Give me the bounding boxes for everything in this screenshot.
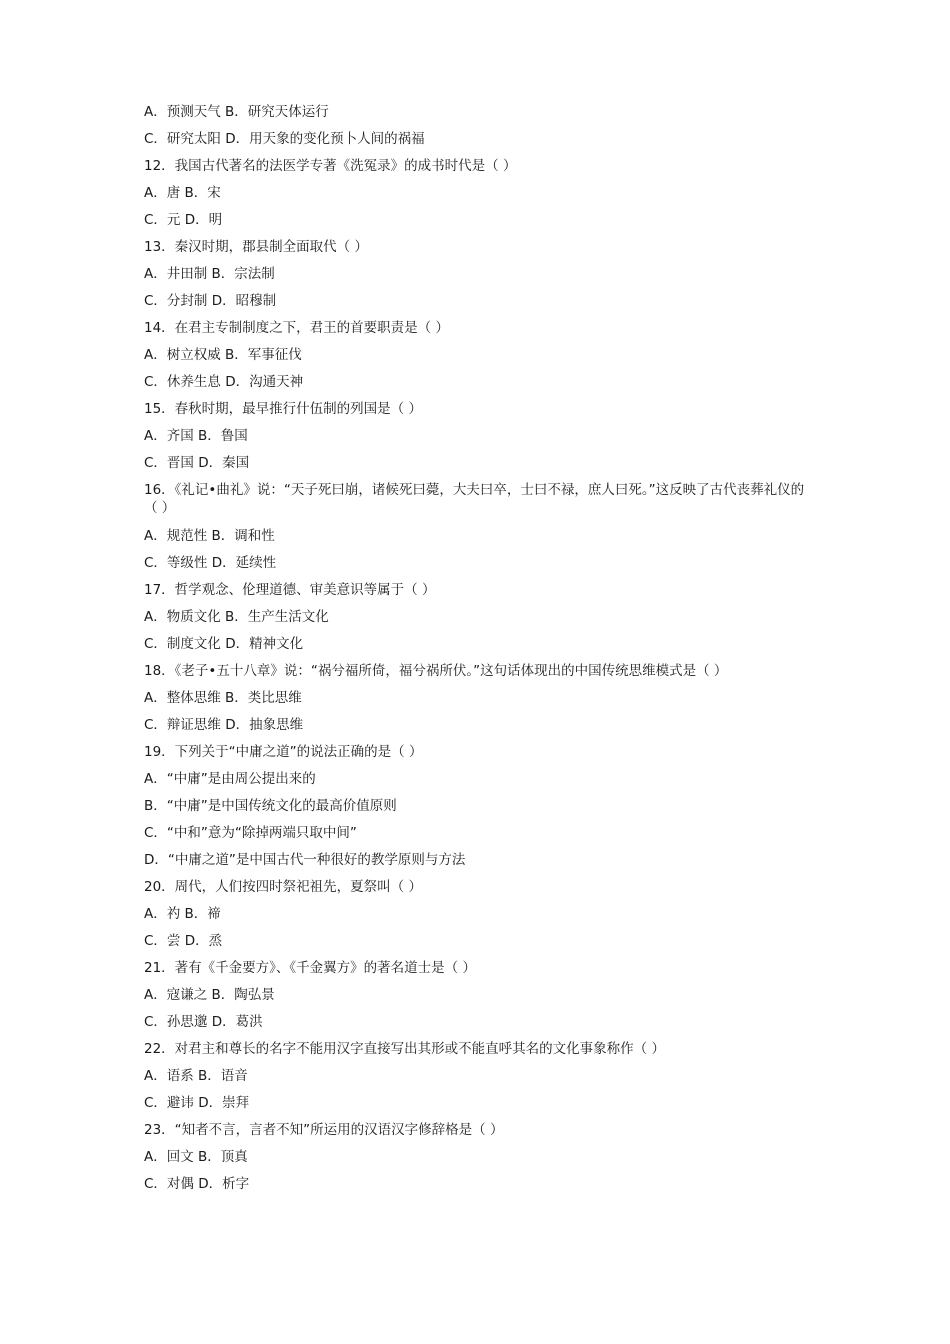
question-22-stem: 22．对君主和尊长的名字不能用汉字直接写出其形或不能直呼其名的文化事象称作（ ） [144,1041,665,1057]
question-15-stem: 15．春秋时期，最早推行什伍制的列国是（ ） [144,401,422,417]
question-23-stem: 23．“知者不言，言者不知”所运用的汉语汉字修辞格是（ ） [144,1122,504,1138]
question-19-option-b: B．“中庸”是中国传统文化的最高价值原则 [144,798,397,814]
question-21-stem: 21．著有《千金要方》、《千金翼方》的著名道士是（ ） [144,960,476,976]
question-18-stem: 18．《老子•五十八章》说：“祸兮福所倚，福兮祸所伏。”这句话体现出的中国传统思维模式是（ ） [144,663,728,679]
question-20-options-ab: A．礿 B．禘 [144,906,221,922]
question-16-options-ab: A．规范性 B．调和性 [144,528,275,544]
question-15-options-ab: A．齐国 B．鲁国 [144,428,248,444]
question-23-options-ab: A．回文 B．顶真 [144,1149,248,1165]
question-20-stem: 20．周代，人们按四时祭祀祖先，夏祭叫（ ） [144,879,422,895]
question-18-options-cd: C．辩证思维 D．抽象思维 [144,717,304,733]
question-22-options-ab: A．语系 B．语音 [144,1068,248,1084]
question-14-options-ab: A．树立权威 B．军事征伐 [144,347,302,363]
question-11-options-cd: C．研究太阳 D．用天象的变化预卜人间的祸福 [144,131,425,147]
question-17-options-ab: A．物质文化 B．生产生活文化 [144,609,329,625]
question-22-options-cd: C．避讳 D．崇拜 [144,1095,250,1111]
question-13-stem: 13．秦汉时期，郡县制全面取代（ ） [144,239,368,255]
question-19-option-d: D．“中庸之道”是中国古代一种很好的教学原则与方法 [144,852,466,868]
question-23-options-cd: C．对偶 D．析字 [144,1176,250,1192]
question-17-stem: 17．哲学观念、伦理道德、审美意识等属于（ ） [144,582,436,598]
question-19-option-c: C．“中和”意为“除掉两端只取中间” [144,825,357,841]
question-14-stem: 14．在君主专制制度之下，君王的首要职责是（ ） [144,320,449,336]
question-13-options-cd: C．分封制 D．昭穆制 [144,293,277,309]
question-17-options-cd: C．制度文化 D．精神文化 [144,636,304,652]
question-13-options-ab: A．井田制 B．宗法制 [144,266,275,282]
question-21-options-cd: C．孙思邈 D．葛洪 [144,1014,263,1030]
question-12-options-ab: A．唐 B．宋 [144,185,221,201]
question-19-option-a: A．“中庸”是由周公提出来的 [144,771,316,787]
question-21-options-ab: A．寇谦之 B．陶弘景 [144,987,275,1003]
question-11-options-ab: A．预测天气 B．研究天体运行 [144,104,329,120]
question-20-options-cd: C．尝 D．烝 [144,933,223,949]
question-18-options-ab: A．整体思维 B．类比思维 [144,690,302,706]
question-19-stem: 19．下列关于“中庸之道”的说法正确的是（ ） [144,744,423,760]
question-16-stem: 16．《礼记•曲礼》说：“天子死曰崩，诸候死曰薨，大夫曰卒，士曰不禄，庶人曰死。”这反映了古代丧葬礼仪的（ ） [144,482,805,516]
question-12-stem: 12．我国古代著名的法医学专著《洗冤录》的成书时代是（ ） [144,158,517,174]
question-15-options-cd: C．晋国 D．秦国 [144,455,250,471]
question-16-options-cd: C．等级性 D．延续性 [144,555,277,571]
question-12-options-cd: C．元 D．明 [144,212,223,228]
question-14-options-cd: C．休养生息 D．沟通天神 [144,374,304,390]
